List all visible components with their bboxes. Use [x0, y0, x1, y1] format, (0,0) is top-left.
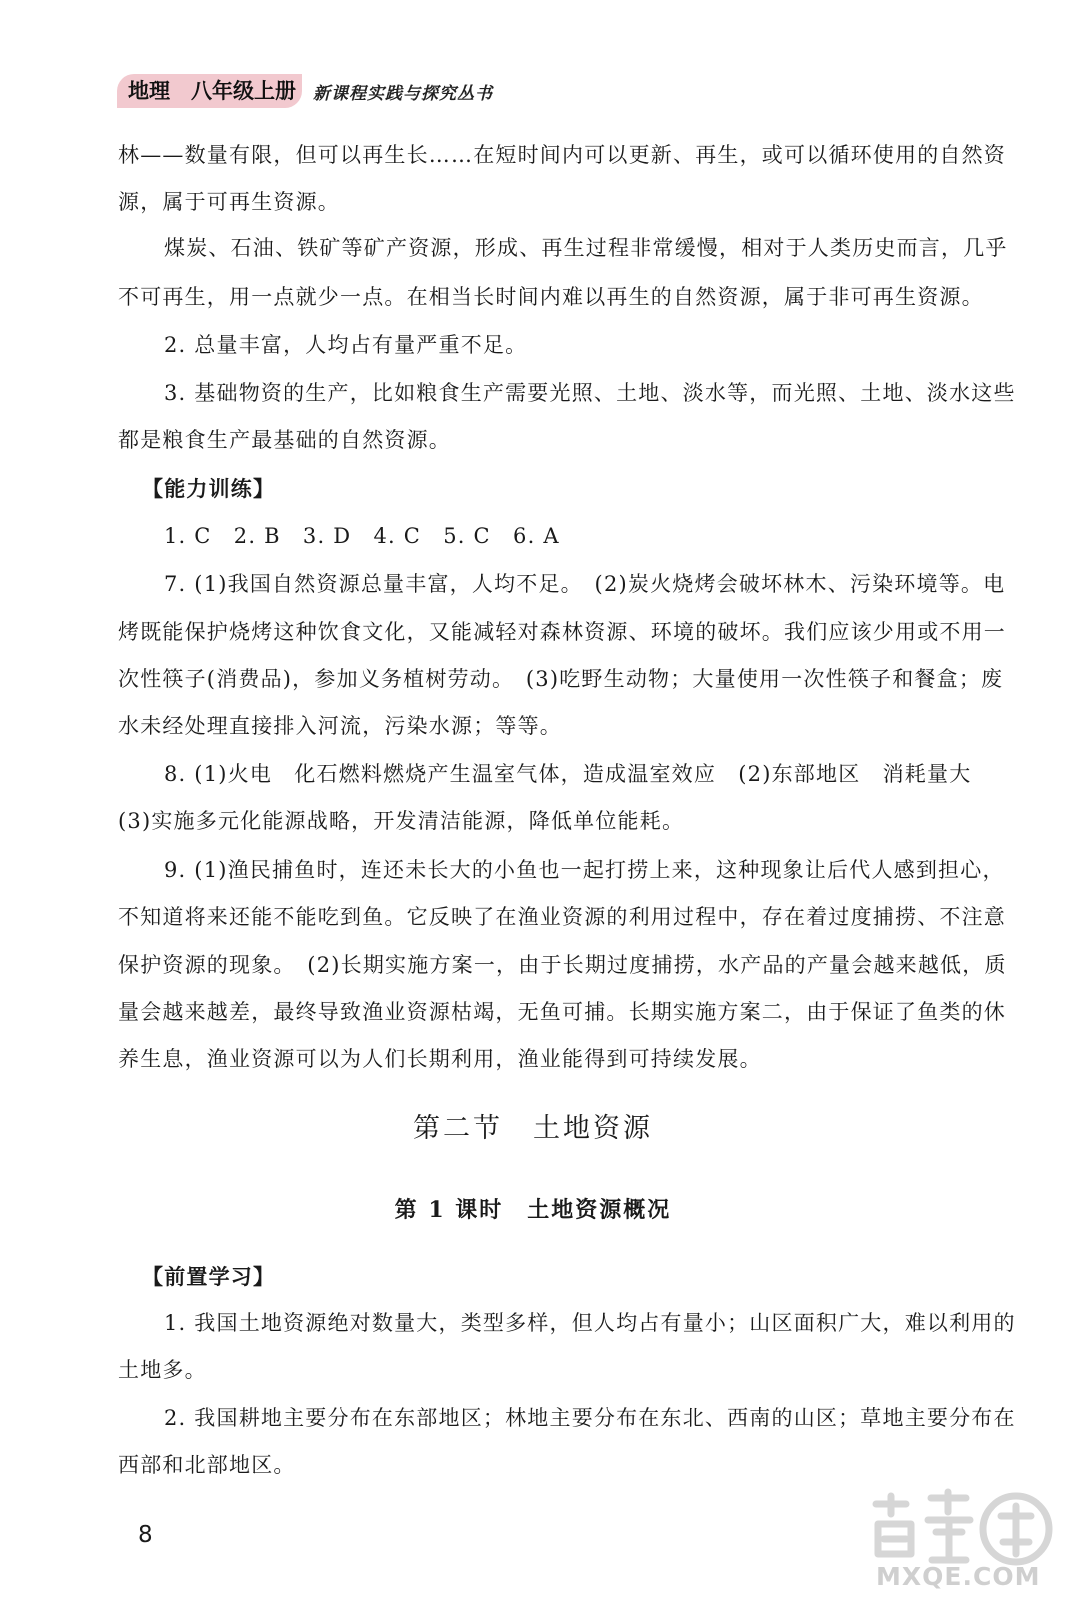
body-line: (3)实施多元化能源战略，开发清洁能源，降低单位能耗。	[118, 809, 685, 833]
answer-3: 3. 基础物资的生产，比如粮食生产需要光照、土地、淡水等，而光照、土地、淡水这些	[164, 381, 1016, 405]
answer-7: 7. (1)我国自然资源总量丰富，人均不足。 (2)炭火烧烤会破坏林木、污染环境等。电	[164, 572, 1006, 596]
preview-answer-1: 1. 我国土地资源绝对数量大，类型多样，但人均占有量小；山区面积广大，难以利用的	[164, 1311, 1016, 1335]
section-heading-ability: 【能力训练】	[142, 477, 276, 501]
section-heading-preview: 【前置学习】	[142, 1265, 276, 1289]
watermark-url: MXQE.COM	[876, 1562, 1041, 1591]
body-line: 量会越来越差，最终导致渔业资源枯竭，无鱼可捕。长期实施方案二，由于保证了鱼类的休	[118, 1000, 1006, 1024]
body-line: 养生息，渔业资源可以为人们长期利用，渔业能得到可持续发展。	[118, 1047, 762, 1071]
section-title: 第二节 土地资源	[413, 1113, 653, 1144]
page-number: 8	[138, 1522, 153, 1548]
answer-2: 2. 总量丰富，人均占有量严重不足。	[164, 333, 528, 357]
body-line: 土地多。	[118, 1358, 207, 1382]
body-line: 林——数量有限，但可以再生长……在短时间内可以更新、再生，或可以循环使用的自然资	[118, 143, 1006, 167]
body-line: 都是粮食生产最基础的自然资源。	[118, 428, 451, 452]
body-line: 水未经处理直接排入河流，污染水源；等等。	[118, 714, 562, 738]
body-line: 次性筷子(消费品)，参加义务植树劳动。 (3)吃野生动物；大量使用一次性筷子和餐盒；废	[118, 667, 1004, 691]
body-line: 烤既能保护烧烤这种饮食文化，又能减轻对森林资源、环境的破坏。我们应该少用或不用一	[118, 620, 1006, 644]
answer-8: 8. (1)火电 化石燃料燃烧产生温室气体，造成温室效应 (2)东部地区 消耗量大	[164, 762, 972, 786]
subject-grade-tag	[117, 74, 302, 108]
preview-answer-2: 2. 我国耕地主要分布在东部地区；林地主要分布在东北、西南的山区；草地主要分布在	[164, 1406, 1016, 1430]
body-line: 保护资源的现象。 (2)长期实施方案一，由于长期过度捕捞，水产品的产量会越来越低，质	[118, 953, 1007, 977]
page-header	[117, 74, 537, 108]
body-line: 源，属于可再生资源。	[118, 190, 340, 214]
grade-label: 八年级上册	[191, 79, 296, 103]
body-line: 不知道将来还能不能吃到鱼。它反映了在渔业资源的利用过程中，存在着过度捕捞、不注意	[118, 905, 1006, 929]
mc-answers: 1. C 2. B 3. D 4. C 5. C 6. A	[164, 524, 560, 548]
lesson-title: 第 1 课时 土地资源概况	[394, 1197, 672, 1223]
subject-label: 地理	[128, 79, 170, 103]
series-title: 新课程实践与探究丛书	[313, 84, 493, 104]
body-line: 不可再生，用一点就少一点。在相当长时间内难以再生的自然资源，属于非可再生资源。	[118, 285, 984, 309]
body-line: 煤炭、石油、铁矿等矿产资源，形成、再生过程非常缓慢，相对于人类历史而言，几乎	[164, 236, 1008, 260]
body-line: 西部和北部地区。	[118, 1453, 296, 1477]
answer-9: 9. (1)渔民捕鱼时，连还未长大的小鱼也一起打捞上来，这种现象让后代人感到担心，	[164, 858, 1005, 882]
